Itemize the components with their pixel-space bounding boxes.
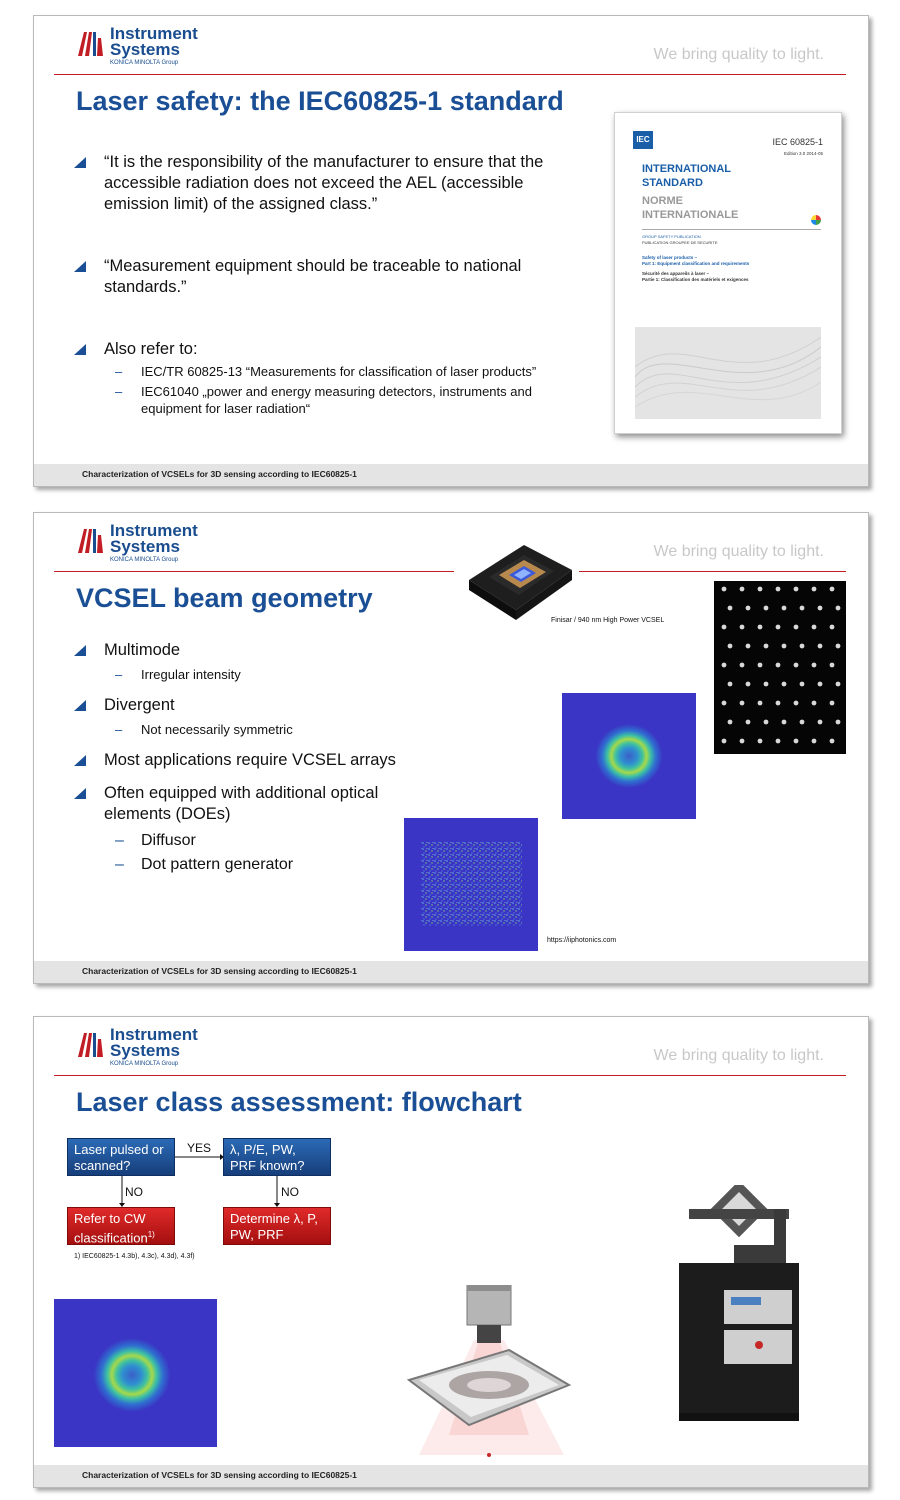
flowchart-box-known: λ, P/E, PW, PRF known? bbox=[223, 1138, 331, 1176]
doc-number: IEC 60825-1 bbox=[772, 137, 823, 147]
projected-dot bbox=[746, 606, 751, 611]
projected-dot bbox=[722, 663, 727, 668]
projected-dot bbox=[782, 682, 787, 687]
slide-title: Laser class assessment: flowchart bbox=[76, 1087, 522, 1117]
doc-en2: Part 1: Equipment classification and requirements bbox=[642, 261, 750, 266]
projected-dot bbox=[794, 625, 799, 630]
footnote: 1) IEC60825-1 4.3b), 4.3c), 4.3d), 4.3f) bbox=[74, 1253, 195, 1260]
source-caption: https://iiphotonics.com bbox=[547, 937, 617, 944]
sub-item: – IEC61040 „power and energy measuring detectors, instruments and equipment for laser radiation“ bbox=[115, 384, 532, 416]
brand-logo bbox=[76, 523, 226, 565]
brand-name-line2: Systems bbox=[110, 40, 180, 59]
projected-dot bbox=[818, 720, 823, 725]
projected-dot bbox=[800, 644, 805, 649]
projected-dot bbox=[758, 663, 763, 668]
flowchart-box-cw: Refer to CW classification$^{1)}$ bbox=[67, 1207, 175, 1245]
projected-dot bbox=[728, 682, 733, 687]
projected-dot bbox=[812, 663, 817, 668]
projected-dot bbox=[800, 682, 805, 687]
camera-setup-image bbox=[379, 1285, 589, 1477]
projected-dot bbox=[764, 720, 769, 725]
bullet-triangle-icon bbox=[74, 755, 86, 766]
doc-fr2: Partie 1: Classification des matériels et exigences bbox=[642, 277, 749, 282]
projected-dot bbox=[722, 739, 727, 744]
no-label: NO bbox=[281, 1185, 299, 1199]
slide-footer bbox=[34, 961, 868, 983]
projected-dot bbox=[812, 625, 817, 630]
bullet-triangle-icon bbox=[74, 157, 86, 168]
beam-profile-small bbox=[562, 693, 696, 819]
goniometer-instrument-image bbox=[659, 1185, 819, 1427]
projected-dot bbox=[758, 701, 763, 706]
projected-dot bbox=[764, 644, 769, 649]
projected-dot bbox=[782, 644, 787, 649]
doc-internationale: INTERNATIONALE bbox=[642, 209, 739, 221]
projected-dot bbox=[836, 682, 841, 687]
projected-dot bbox=[812, 739, 817, 744]
brand-sub: KONICA MINOLTA Group bbox=[110, 557, 179, 563]
bullet-triangle-icon bbox=[74, 700, 86, 711]
color-wheel-icon bbox=[811, 215, 821, 225]
projected-dot bbox=[836, 644, 841, 649]
doc-intl: INTERNATIONAL bbox=[642, 163, 732, 175]
projected-dot bbox=[764, 682, 769, 687]
projected-dot bbox=[782, 720, 787, 725]
doc-group2: PUBLICATION GROUPEE DE SECURITE bbox=[642, 240, 718, 245]
projected-dot bbox=[830, 701, 835, 706]
projected-dot bbox=[830, 587, 835, 592]
projected-dot bbox=[764, 606, 769, 611]
projected-dot bbox=[818, 606, 823, 611]
projected-dot bbox=[782, 606, 787, 611]
bullet-item bbox=[104, 640, 464, 661]
projected-dot bbox=[830, 625, 835, 630]
bullet-triangle-icon bbox=[74, 344, 86, 355]
bullet-triangle-icon bbox=[74, 645, 86, 656]
projected-dot bbox=[740, 701, 745, 706]
diffusor-pattern-image bbox=[404, 818, 538, 951]
projected-dot bbox=[740, 739, 745, 744]
tagline: We bring quality to light. bbox=[653, 46, 824, 63]
bullet-text: “It is the responsibility of the manufacturer to ensure that the accessible radiation does not exceed the AEL (accessible emission limit) of the assigned class.” bbox=[104, 153, 544, 213]
logo-mark-icon bbox=[76, 28, 106, 58]
bullet-item bbox=[104, 750, 504, 771]
projected-dot bbox=[830, 663, 835, 668]
sub-item: – Diffusor bbox=[115, 832, 196, 849]
bullet-text: Multimode bbox=[104, 641, 181, 659]
projected-dot bbox=[836, 606, 841, 611]
divider bbox=[54, 571, 846, 572]
sub-item: – IEC/TR 60825-13 “Measurements for classification of laser products” bbox=[115, 364, 537, 379]
yes-label: YES bbox=[187, 1141, 212, 1155]
footer-text: Characterization of VCSELs for 3D sensing according to IEC60825-1 bbox=[82, 469, 357, 479]
sub-text: Dot pattern generator bbox=[141, 856, 294, 873]
projected-dot bbox=[818, 644, 823, 649]
brand-name-line2: Systems bbox=[110, 537, 180, 556]
footer-text: Characterization of VCSELs for 3D sensing according to IEC60825-1 bbox=[82, 966, 357, 976]
projected-dot bbox=[740, 625, 745, 630]
projected-dot bbox=[746, 682, 751, 687]
brand-sub: KONICA MINOLTA Group bbox=[110, 1061, 179, 1067]
bullet-item bbox=[104, 783, 444, 825]
sub-item: – Not necessarily symmetric bbox=[115, 722, 293, 737]
bullet-item bbox=[104, 339, 574, 360]
brand-name-line1: Instrument bbox=[110, 1025, 198, 1044]
flowchart-box-pulsed: Laser pulsed or scanned? bbox=[67, 1138, 175, 1176]
brand-name-line1: Instrument bbox=[110, 24, 198, 43]
projected-dot bbox=[776, 663, 781, 668]
projected-dot bbox=[818, 682, 823, 687]
sub-text: Irregular intensity bbox=[141, 667, 241, 682]
logo-mark-icon bbox=[76, 525, 106, 555]
doc-en1: Safety of laser products – bbox=[642, 255, 698, 260]
projected-dot bbox=[830, 739, 835, 744]
projected-dot bbox=[728, 606, 733, 611]
cover-wave-pattern bbox=[635, 327, 821, 419]
projected-dot bbox=[794, 663, 799, 668]
bullet-text: Most applications require VCSEL arrays bbox=[104, 751, 396, 769]
projected-dot bbox=[722, 587, 727, 592]
beam-profile-large bbox=[54, 1299, 217, 1447]
projected-dot bbox=[722, 701, 727, 706]
tagline: We bring quality to light. bbox=[653, 543, 824, 560]
footer-text: Characterization of VCSELs for 3D sensing according to IEC60825-1 bbox=[82, 1470, 357, 1480]
projected-dot bbox=[776, 587, 781, 592]
projected-dot bbox=[758, 625, 763, 630]
bullet-item bbox=[104, 152, 574, 215]
bullet-text: “Measurement equipment should be traceable to national standards.” bbox=[104, 257, 522, 296]
brand-sub: KONICA MINOLTA Group bbox=[110, 60, 179, 66]
doc-standard: STANDARD bbox=[642, 177, 703, 189]
slide-footer bbox=[34, 464, 868, 486]
brand-name-line1: Instrument bbox=[110, 521, 198, 540]
doc-fr1: Sécurité des appareils à laser – bbox=[642, 271, 710, 276]
projected-dot bbox=[812, 587, 817, 592]
slide-vcsel-beam bbox=[33, 512, 869, 984]
sub-text: IEC/TR 60825-13 “Measurements for classification of laser products” bbox=[141, 364, 537, 379]
bullet-text: Often equipped with additional optical elements (DOEs) bbox=[104, 784, 379, 823]
projected-dot bbox=[794, 739, 799, 744]
projected-dot bbox=[776, 701, 781, 706]
projected-dot bbox=[746, 720, 751, 725]
divider bbox=[54, 74, 846, 75]
vcsel-chip-image bbox=[454, 525, 579, 625]
sub-text: Diffusor bbox=[141, 832, 196, 849]
chip-caption: Finisar / 940 nm High Power VCSEL bbox=[551, 617, 665, 624]
sub-item: – Irregular intensity bbox=[115, 667, 241, 682]
brand-name-line2: Systems bbox=[110, 1041, 180, 1060]
doc-edition: Edition 3.0 2014-05 bbox=[783, 151, 823, 156]
projected-dot bbox=[794, 587, 799, 592]
iec-logo-icon: IEC bbox=[633, 131, 653, 149]
projected-dot bbox=[722, 625, 727, 630]
projected-dot bbox=[794, 701, 799, 706]
bullet-item bbox=[104, 695, 464, 716]
slide-flowchart bbox=[33, 1016, 869, 1488]
doc-group1: GROUP SAFETY PUBLICATION bbox=[642, 234, 701, 239]
slide-iec60825 bbox=[33, 15, 869, 487]
projected-dot bbox=[746, 644, 751, 649]
bullet-triangle-icon bbox=[74, 788, 86, 799]
sub-item: – Dot pattern generator bbox=[115, 856, 294, 873]
slide-footer bbox=[34, 1465, 868, 1487]
projected-dot bbox=[728, 720, 733, 725]
bullet-text: Divergent bbox=[104, 696, 175, 714]
slide-title: Laser safety: the IEC60825-1 standard bbox=[76, 86, 564, 116]
dot-pattern-image bbox=[714, 581, 846, 754]
projected-dot bbox=[740, 663, 745, 668]
iec-standard-cover bbox=[614, 112, 842, 434]
bullet-item bbox=[104, 256, 574, 298]
slide-title: VCSEL beam geometry bbox=[76, 583, 373, 613]
projected-dot bbox=[740, 587, 745, 592]
bullet-triangle-icon bbox=[74, 261, 86, 272]
projected-dot bbox=[800, 606, 805, 611]
tagline: We bring quality to light. bbox=[653, 1047, 824, 1064]
projected-dot bbox=[728, 644, 733, 649]
flowchart-box-determine: Determine λ, P, PW, PRF bbox=[223, 1207, 331, 1245]
sub-text: IEC61040 „power and energy measuring detectors, instruments and equipment for laser radiation“ bbox=[141, 384, 532, 416]
doc-norme: NORME bbox=[642, 195, 683, 207]
projected-dot bbox=[836, 720, 841, 725]
projected-dot bbox=[800, 720, 805, 725]
projected-dot bbox=[758, 587, 763, 592]
bullet-text: Also refer to: bbox=[104, 340, 198, 358]
brand-logo bbox=[76, 26, 226, 68]
no-label: NO bbox=[125, 1185, 143, 1199]
sub-text: Not necessarily symmetric bbox=[141, 722, 293, 737]
projected-dot bbox=[776, 625, 781, 630]
projected-dot bbox=[776, 739, 781, 744]
projected-dot bbox=[758, 739, 763, 744]
projected-dot bbox=[812, 701, 817, 706]
